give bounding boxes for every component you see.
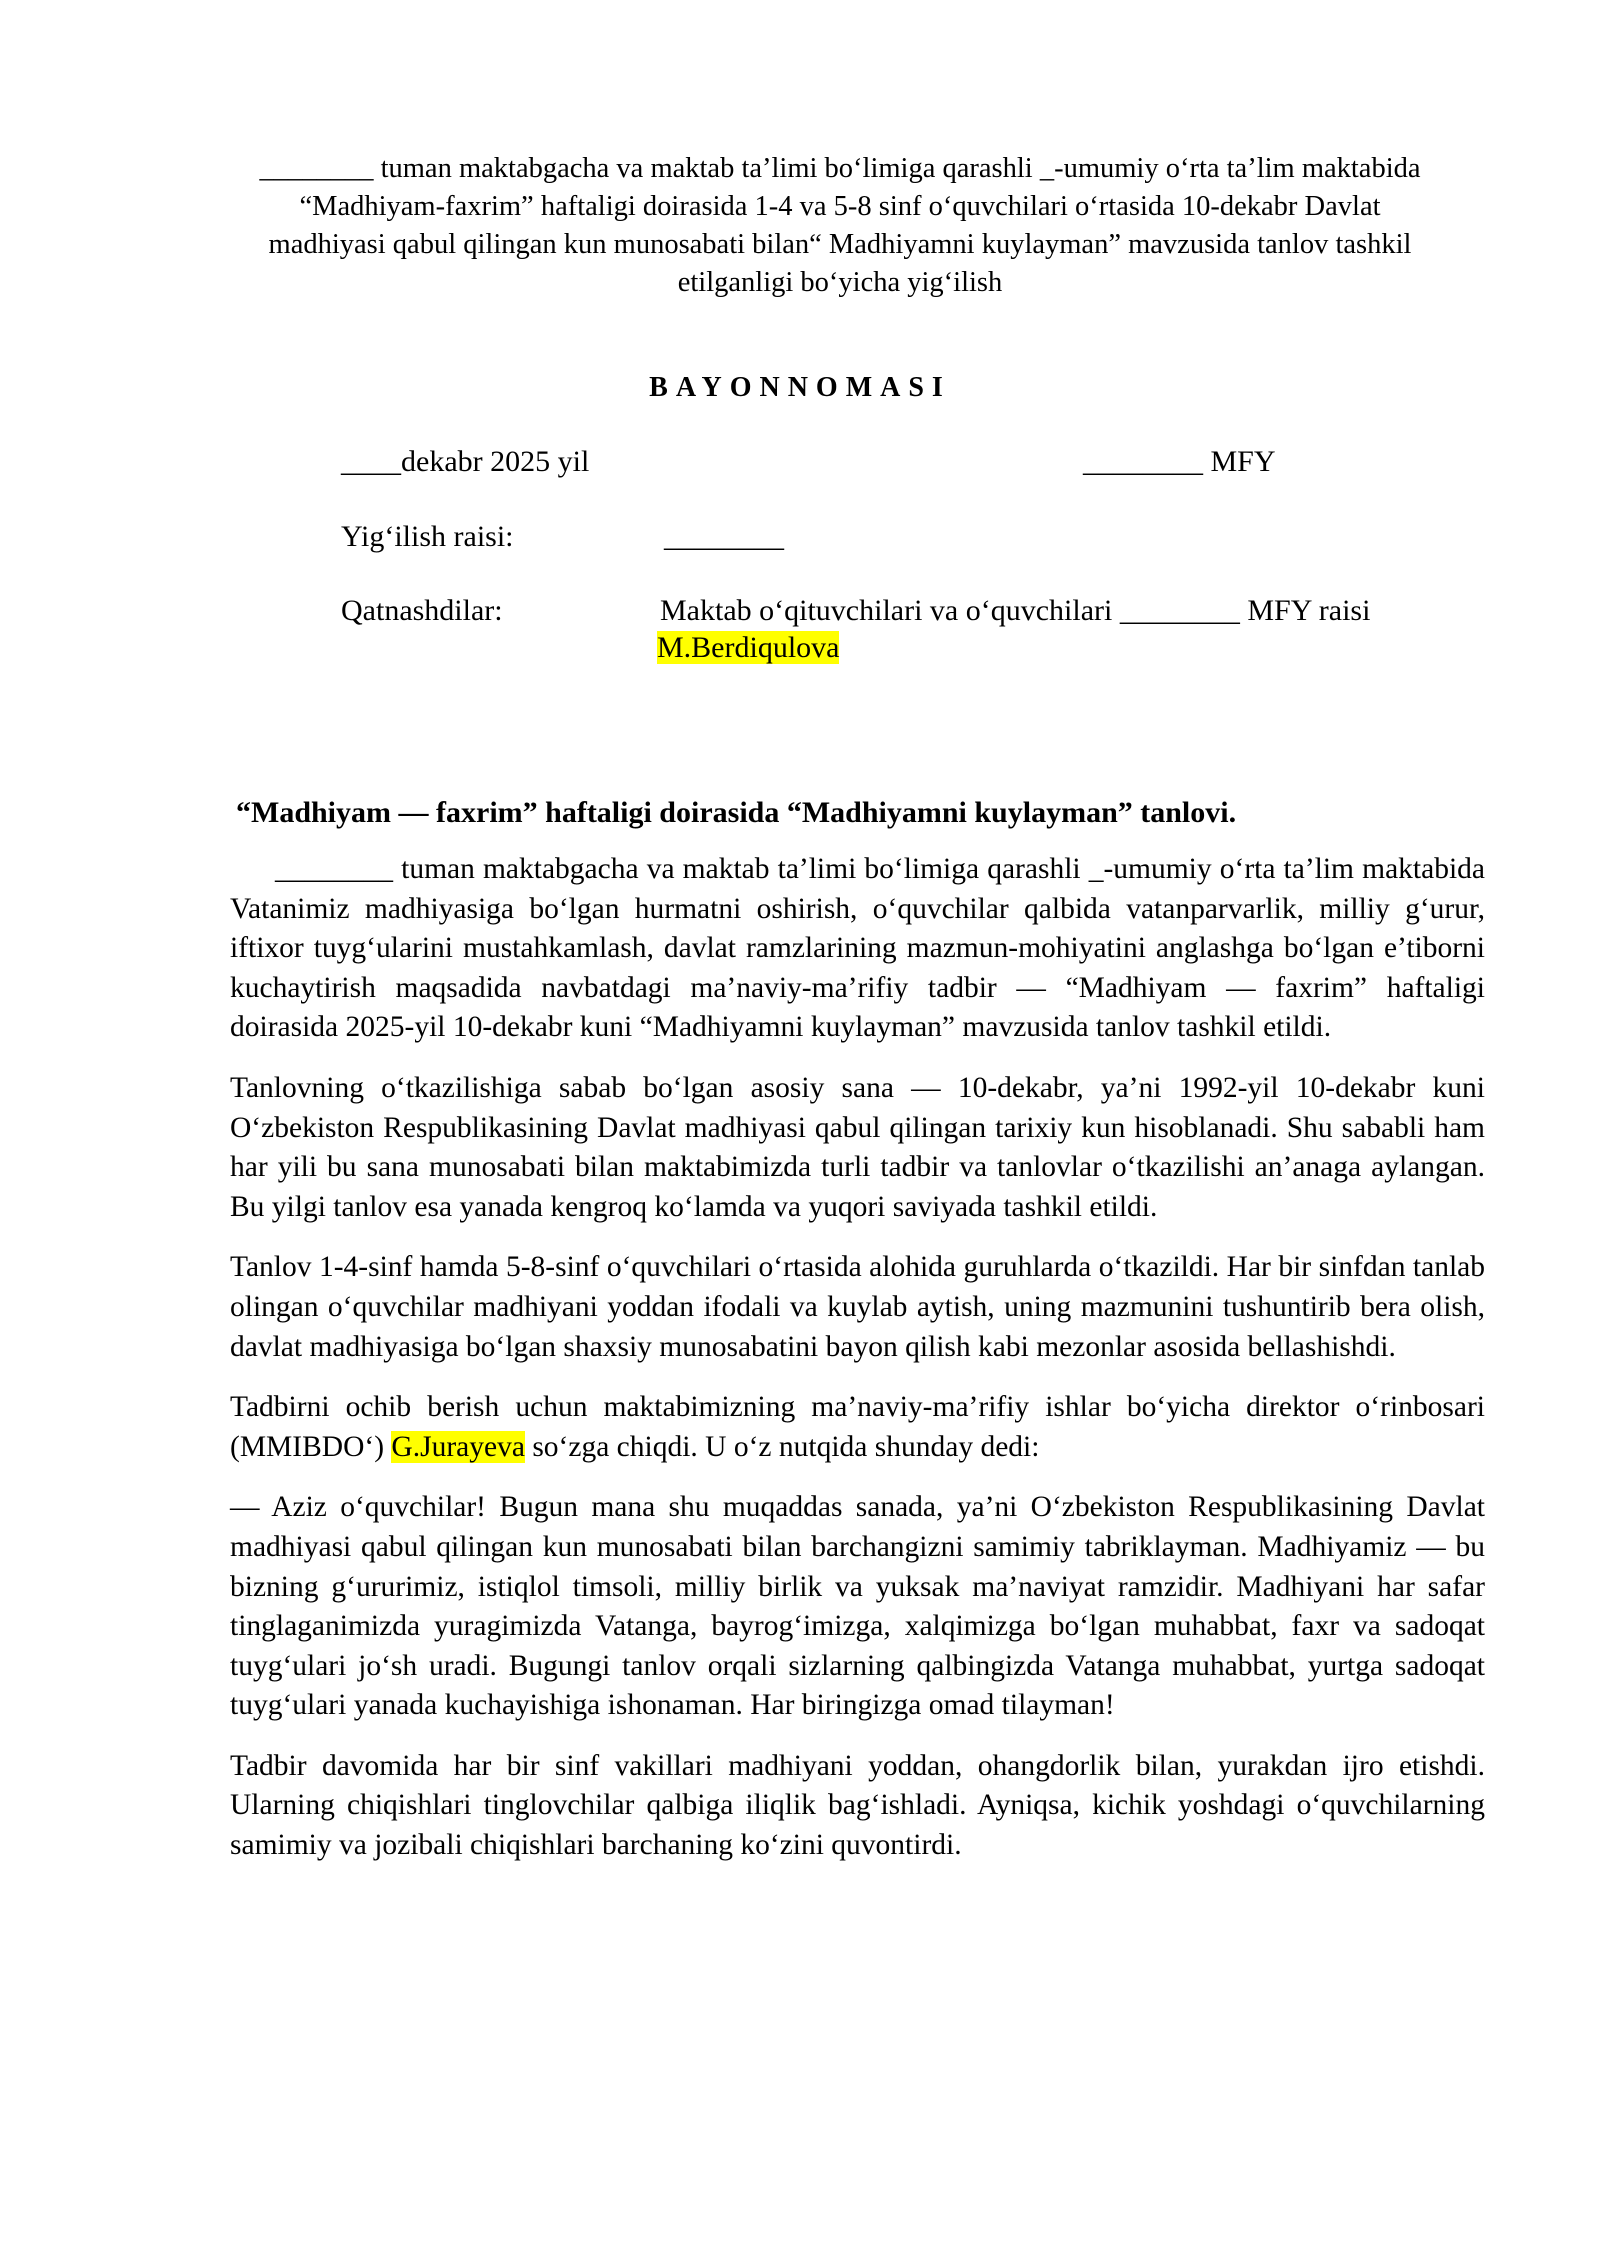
mfy-name: ________ MFY: [1083, 445, 1276, 478]
attendees-label: Qatnashdilar:: [341, 594, 503, 627]
document-body: [230, 850, 1485, 1887]
attendees-name: [657, 629, 839, 667]
paragraph-4: [230, 1388, 1485, 1467]
section-subheading: “Madhiyam — faxrim” haftaligi doirasida “Madhiyamni kuylayman” tanlovi.: [236, 796, 1237, 829]
attendees-value: Maktab o‘qituvchilari va o‘quvchilari ________ MFY raisi: [660, 594, 1371, 627]
highlighted-speaker-name: G.Jurayeva: [391, 1430, 525, 1463]
paragraph-1: ________ tuman maktabgacha va maktab ta’limi bo‘limiga qarashli _-umumiy o‘rta ta’lim maktabida Vatanimiz madhiyasiga bo‘lgan hurmatni oshirish, o‘quvchilar qalbida vatanparvarlik, milliy g‘urur, iftixor tuyg‘ularini mustahkamlash, davlat ramzlarining mazmun-mohiyatini anglashga bo‘lgan e’tiborni kuchaytirish maqsadida navbatdagi ma’naviy-ma’rifiy tadbir — “Madhiyam — faxrim” haftaligi doirasida 2025-yil 10-dekabr kuni “Madhiyamni kuylayman” mavzusida tanlov tashkil etildi.: [230, 853, 1485, 1044]
paragraph-2: Tanlovning o‘tkazilishiga sabab bo‘lgan asosiy sana — 10-dekabr, ya’ni 1992-yil 10-dekabr kuni O‘zbekiston Respublikasining Davlat madhiyasi qabul qilingan tarixiy kun hisoblanadi. Shu sababli ham har yili bu sana munosabati bilan maktabimizda turli tadbir va tanlovlar o‘tkazilishi an’anaga aylangan. Bu yilgi tanlov esa yanada kengroq ko‘lamda va yuqori saviyada tashkil etildi.: [230, 1071, 1485, 1223]
paragraph-5: — Aziz o‘quvchilar! Bugun mana shu muqaddas sanada, ya’ni O‘zbekiston Respublikasining Davlat madhiyasi qabul qilingan kun munosabati bilan barchangizni samimiy tabriklayman. Madhiyamiz — bu bizning g‘ururimiz, istiqlol timsoli, milliy birlik va yuksak ma’naviyat ramzidir. Madhiyani har safar tinglaganimizda yuragimizda Vatanga, bayrog‘imizga, xalqimizga bo‘lgan muhabbat, faxr va sadoqat tuyg‘ulari jo‘sh uradi. Bugungi tanlov orqali sizlarning qalbingizda Vatanga muhabbat, yurtga sadoqat tuyg‘ulari yanada kuchayishiga ishonaman. Har biringizga omad tilayman!: [230, 1491, 1485, 1722]
highlighted-name: M.Berdiqulova: [657, 631, 840, 664]
document-heading: BAYONNOMASI: [649, 372, 951, 403]
document-title: ________ tuman maktabgacha va maktab ta’limi bo‘limiga qarashli _-umumiy o‘rta ta’lim maktabida “Madhiyam-faxrim” haftaligi doirasida 1-4 va 5-8 sinf o‘quvchilari o‘rtasida 10-dekabr Davlat madhiyasi qabul qilingan kun munosabati bilan“ Madhiyamni kuylayman” mavzusida tanlov tashkil etilganligi bo‘yicha yig‘ilish: [259, 153, 1421, 298]
paragraph-3: Tanlov 1-4-sinf hamda 5-8-sinf o‘quvchilari o‘rtasida alohida guruhlarda o‘tkazildi. Har bir sinfdan tanlab olingan o‘quvchilar madhiyani yoddan ifodali va kuylab aytish, uning mazmunini tushuntirib bera olish, davlat madhiyasiga bo‘lgan shaxsiy munosabatini bayon qilish kabi mezonlar asosida bellashishdi.: [230, 1251, 1485, 1363]
chair-label: Yig‘ilish raisi:: [341, 520, 514, 553]
paragraph-4-text-a: Tadbirni ochib berish uchun maktabimizning ma’naviy-ma’rifiy ishlar bo‘yicha direktor o‘rinbosari (MMIBDO‘): [230, 1391, 1485, 1463]
paragraph-6: Tadbir davomida har bir sinf vakillari madhiyani yoddan, ohangdorlik bilan, yurakdan ijro etishdi. Ularning chiqishlari tinglovchilar qalbiga iliqlik bag‘ishladi. Ayniqsa, kichik yoshdagi o‘quvchilarning samimiy va jozibali chiqishlari barchaning ko‘zini quvontirdi.: [230, 1749, 1485, 1862]
paragraph-4-text-b: so‘zga chiqdi. U o‘z nutqida shunday dedi:: [524, 1430, 1040, 1463]
meeting-date: ____dekabr 2025 yil: [341, 445, 590, 478]
chair-value: ________: [664, 520, 784, 553]
